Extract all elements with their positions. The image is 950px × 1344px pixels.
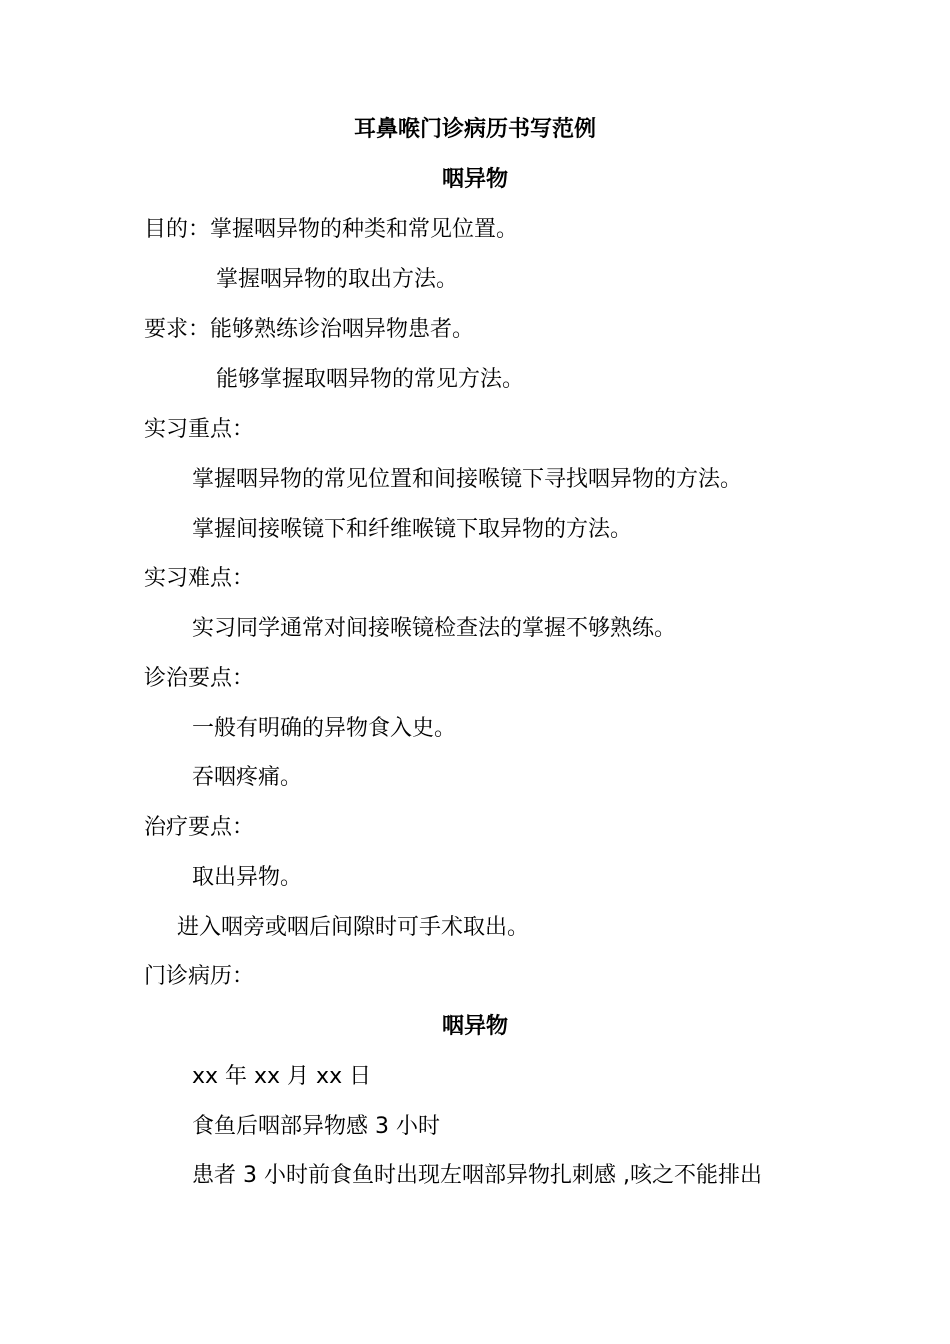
key-points-heading: 实习重点： xyxy=(144,417,255,442)
requirement-line-2: 能够掌握取咽异物的常见方法。 xyxy=(216,367,525,392)
document-title: 耳鼻喉门诊病历书写范例 xyxy=(353,117,596,142)
record-date: xx 年 xx 月 xx 日 xyxy=(192,1064,372,1089)
objective-line-2: 掌握咽异物的取出方法。 xyxy=(216,267,459,292)
treatment-heading: 治疗要点： xyxy=(144,815,255,840)
record-heading: 门诊病历： xyxy=(144,964,255,989)
record-title: 咽异物 xyxy=(441,1014,508,1039)
diagnosis-item: 吞咽疼痛。 xyxy=(192,765,303,790)
document-subtitle: 咽异物 xyxy=(441,167,508,192)
record-history: 患者 3 小时前食鱼时出现左咽部异物扎刺感 ,咳之不能排出 xyxy=(192,1163,762,1188)
difficulties-heading: 实习难点： xyxy=(144,566,255,591)
requirement-line-1: 要求：能够熟练诊治咽异物患者。 xyxy=(144,317,475,342)
objective-line-1: 目的：掌握咽异物的种类和常见位置。 xyxy=(144,217,519,242)
treatment-item: 进入咽旁或咽后间隙时可手术取出。 xyxy=(177,915,530,940)
diagnosis-heading: 诊治要点： xyxy=(144,666,255,691)
diagnosis-item: 一般有明确的异物食入史。 xyxy=(192,716,457,741)
treatment-item: 取出异物。 xyxy=(192,865,303,890)
key-point-item: 掌握间接喉镜下和纤维喉镜下取异物的方法。 xyxy=(192,517,633,542)
record-chief-complaint: 食鱼后咽部异物感 3 小时 xyxy=(192,1114,440,1139)
key-point-item: 掌握咽异物的常见位置和间接喉镜下寻找咽异物的方法。 xyxy=(192,467,743,492)
difficulty-item: 实习同学通常对间接喉镜检查法的掌握不够熟练。 xyxy=(192,616,677,641)
